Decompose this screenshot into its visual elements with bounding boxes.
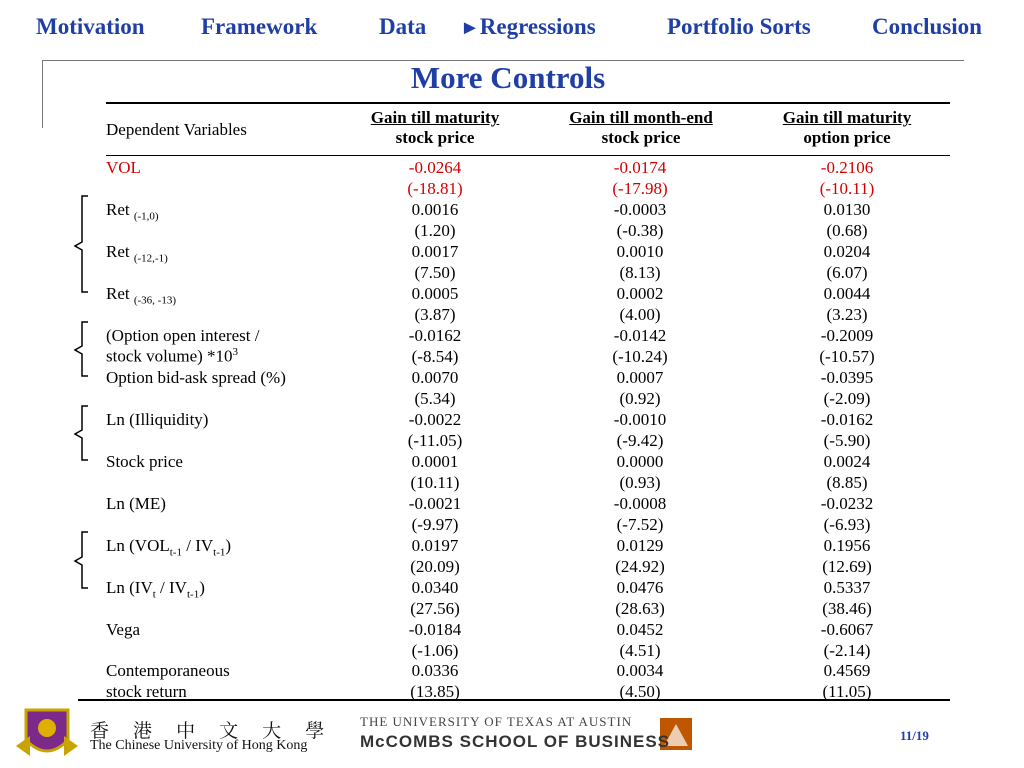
mccombs-school-name: McCOMBS SCHOOL OF BUSINESS: [360, 732, 670, 751]
coefficient-cell: -0.0174: [613, 158, 667, 177]
t-stat-cell: (-0.38): [616, 221, 664, 240]
nav-conclusion[interactable]: Conclusion: [872, 14, 982, 39]
row-label-open-interest: (Option open interest /: [106, 326, 260, 345]
table-header-rule: [106, 155, 950, 156]
top-navigation: [0, 14, 1024, 44]
t-stat-cell: (7.50): [414, 263, 456, 282]
nav-regressions[interactable]: [460, 14, 596, 40]
coefficient-cell: 0.0010: [616, 242, 664, 261]
coefficient-cell: 0.0070: [411, 368, 459, 387]
nav-regressions-label: Regressions: [479, 14, 596, 39]
cuhk-crest-icon: [12, 706, 82, 764]
coefficient-cell: -0.0162: [820, 410, 874, 429]
t-stat-cell: (-10.11): [819, 179, 875, 198]
row-label-vol-iv-sub1: t-1: [169, 546, 182, 559]
coefficient-cell: 0.0452: [616, 620, 664, 639]
coefficient-cell: 0.0000: [616, 452, 664, 471]
t-stat-cell: (-6.93): [823, 515, 871, 534]
row-label-open-interest-2: [106, 346, 238, 367]
t-stat-cell: (4.51): [619, 641, 661, 660]
coefficient-cell: 0.0476: [616, 578, 664, 597]
t-stat-cell: (-17.98): [612, 179, 668, 198]
column-header-1: [340, 108, 530, 148]
row-label-iv-iv: [106, 578, 205, 600]
t-stat-cell: (0.93): [619, 473, 661, 492]
row-label-vol-iv: [106, 536, 231, 558]
t-stat-cell: (1.20): [414, 221, 456, 240]
coefficient-cell: 0.0016: [411, 200, 459, 219]
coefficient-cell: 0.0024: [823, 452, 871, 471]
column-header-2-line1: Gain till month-end: [569, 108, 713, 127]
column-header-1-line2: stock price: [395, 128, 475, 147]
t-stat-cell: (-8.54): [411, 347, 459, 366]
coefficient-cell: 0.0034: [616, 661, 664, 680]
coefficient-cell: -0.0010: [613, 410, 667, 429]
row-label-illiquidity: Ln (Illiquidity): [106, 410, 209, 429]
t-stat-cell: (6.07): [826, 263, 868, 282]
coefficient-cell: 0.1956: [823, 536, 871, 555]
coefficient-cell: 0.0336: [411, 661, 459, 680]
cuhk-chinese-name: 香 港 中 文 大 學: [90, 720, 334, 742]
row-label-me: Ln (ME): [106, 494, 166, 513]
t-stat-cell: (-10.57): [819, 347, 875, 366]
t-stat-cell: (38.46): [822, 599, 872, 618]
t-stat-cell: (3.23): [826, 305, 868, 324]
t-stat-cell: (12.69): [822, 557, 872, 576]
t-stat-cell: (0.92): [619, 389, 661, 408]
row-label-iv-iv-pre: Ln (IV: [106, 578, 153, 597]
row-label-vol-iv-pre: Ln (VOL: [106, 536, 170, 555]
coefficient-cell: -0.2009: [820, 326, 874, 345]
row-label-ret-3-text: Ret: [106, 284, 130, 303]
coefficient-cell: -0.0184: [408, 620, 462, 639]
coefficient-cell: -0.0232: [820, 494, 874, 513]
row-label-iv-iv-mid: / IV: [155, 578, 187, 597]
t-stat-cell: (20.09): [410, 557, 460, 576]
t-stat-cell: (0.68): [826, 221, 868, 240]
coefficient-cell: -0.0142: [613, 326, 667, 345]
t-stat-cell: (-11.05): [407, 431, 463, 450]
bracket-option-group-icon: [72, 320, 92, 378]
column-header-3-line1: Gain till maturity: [782, 108, 912, 127]
t-stat-cell: (-7.52): [616, 515, 664, 534]
row-label-vol-iv-sub2: t-1: [213, 546, 226, 559]
nav-framework[interactable]: Framework: [201, 14, 318, 39]
row-label-stock-price: Stock price: [106, 452, 183, 471]
row-label-iv-iv-sub2: t-1: [186, 588, 200, 601]
coefficient-cell: 0.0002: [616, 284, 664, 303]
row-label-ret-1-sub: (-1,0): [133, 210, 159, 223]
row-label-contemporaneous-2: stock return: [106, 682, 187, 701]
column-header-3: [757, 108, 937, 148]
coefficient-cell: 0.0005: [411, 284, 459, 303]
active-arrow-icon: ►: [460, 17, 480, 39]
coefficient-cell: 0.0044: [823, 284, 871, 303]
coefficient-cell: 0.0340: [411, 578, 459, 597]
dependent-variables-header: Dependent Variables: [106, 120, 247, 139]
coefficient-cell: -0.6067: [820, 620, 874, 639]
t-stat-cell: (-2.14): [823, 641, 871, 660]
t-stat-cell: (-10.24): [612, 347, 668, 366]
t-stat-cell: (-18.81): [407, 179, 463, 198]
t-stat-cell: (24.92): [615, 557, 665, 576]
row-label-ret-1: [106, 200, 159, 222]
page-number: 11/19: [900, 728, 929, 743]
row-label-iv-iv-sub1: t: [152, 588, 156, 601]
coefficient-cell: 0.0130: [823, 200, 871, 219]
coefficient-cell: -0.0264: [408, 158, 462, 177]
coefficient-cell: 0.0017: [411, 242, 459, 261]
row-label-vol-iv-mid: / IV: [181, 536, 214, 555]
t-stat-cell: (5.34): [414, 389, 456, 408]
t-stat-cell: (3.87): [414, 305, 456, 324]
t-stat-cell: (28.63): [615, 599, 665, 618]
coefficient-cell: -0.0008: [613, 494, 667, 513]
coefficient-cell: 0.4569: [823, 661, 871, 680]
nav-data[interactable]: Data: [379, 14, 427, 39]
coefficient-cell: -0.0021: [408, 494, 462, 513]
nav-portfolio-sorts[interactable]: Portfolio Sorts: [667, 14, 811, 39]
t-stat-cell: (27.56): [410, 599, 460, 618]
coefficient-cell: -0.2106: [820, 158, 874, 177]
row-label-ret-3-sub: (-36, -13): [133, 294, 177, 307]
coefficient-cell: 0.0001: [411, 452, 459, 471]
nav-motivation[interactable]: Motivation: [36, 14, 145, 39]
row-label-ret-3: [106, 284, 176, 306]
cuhk-english-name: The Chinese University of Hong Kong: [90, 738, 308, 753]
coefficient-cell: 0.0129: [616, 536, 664, 555]
t-stat-cell: (-1.06): [411, 641, 459, 660]
row-label-vol-iv-post: ): [225, 536, 232, 555]
coefficient-cell: -0.0003: [613, 200, 667, 219]
row-label-open-interest-sup: 3: [232, 346, 239, 358]
row-label-contemporaneous: Contemporaneous: [106, 661, 230, 680]
coefficient-cell: -0.0395: [820, 368, 874, 387]
row-label-ret-2: [106, 242, 168, 264]
bracket-liquidity-group-icon: [72, 404, 92, 462]
row-label-ret-2-text: Ret: [106, 242, 130, 261]
t-stat-cell: (4.00): [619, 305, 661, 324]
coefficient-cell: 0.0007: [616, 368, 664, 387]
t-stat-cell: (4.50): [619, 682, 661, 701]
table-top-rule: [106, 102, 950, 104]
coefficient-cell: -0.0162: [408, 326, 462, 345]
column-header-2: [545, 108, 737, 148]
column-header-3-line2: option price: [803, 128, 891, 147]
coefficient-cell: 0.0197: [411, 536, 459, 555]
coefficient-cell: 0.5337: [823, 578, 871, 597]
t-stat-cell: (8.13): [619, 263, 661, 282]
coefficient-cell: 0.0204: [823, 242, 871, 261]
t-stat-cell: (13.85): [410, 682, 460, 701]
t-stat-cell: (-2.09): [823, 389, 871, 408]
ut-university-name: THE UNIVERSITY OF TEXAS AT AUSTIN: [360, 714, 633, 729]
column-header-1-line1: Gain till maturity: [370, 108, 500, 127]
bracket-ret-group-icon: [72, 194, 92, 294]
t-stat-cell: (8.85): [826, 473, 868, 492]
column-header-2-line2: stock price: [601, 128, 681, 147]
slide-title: More Controls: [410, 60, 606, 95]
row-label-open-interest-2-text: stock volume) *10: [106, 346, 233, 366]
row-label-vega: Vega: [106, 620, 140, 639]
row-label-vol: VOL: [106, 158, 141, 177]
t-stat-cell: (10.11): [410, 473, 460, 492]
row-label-bid-ask: Option bid-ask spread (%): [106, 368, 286, 387]
t-stat-cell: (-5.90): [823, 431, 871, 450]
bracket-volatility-group-icon: [72, 530, 92, 590]
t-stat-cell: (11.05): [822, 682, 872, 701]
row-label-ret-1-text: Ret: [106, 200, 130, 219]
t-stat-cell: (-9.42): [616, 431, 664, 450]
coefficient-cell: -0.0022: [408, 410, 462, 429]
row-label-ret-2-sub: (-12,-1): [133, 252, 168, 265]
t-stat-cell: (-9.97): [411, 515, 459, 534]
row-label-iv-iv-post: ): [199, 578, 205, 597]
